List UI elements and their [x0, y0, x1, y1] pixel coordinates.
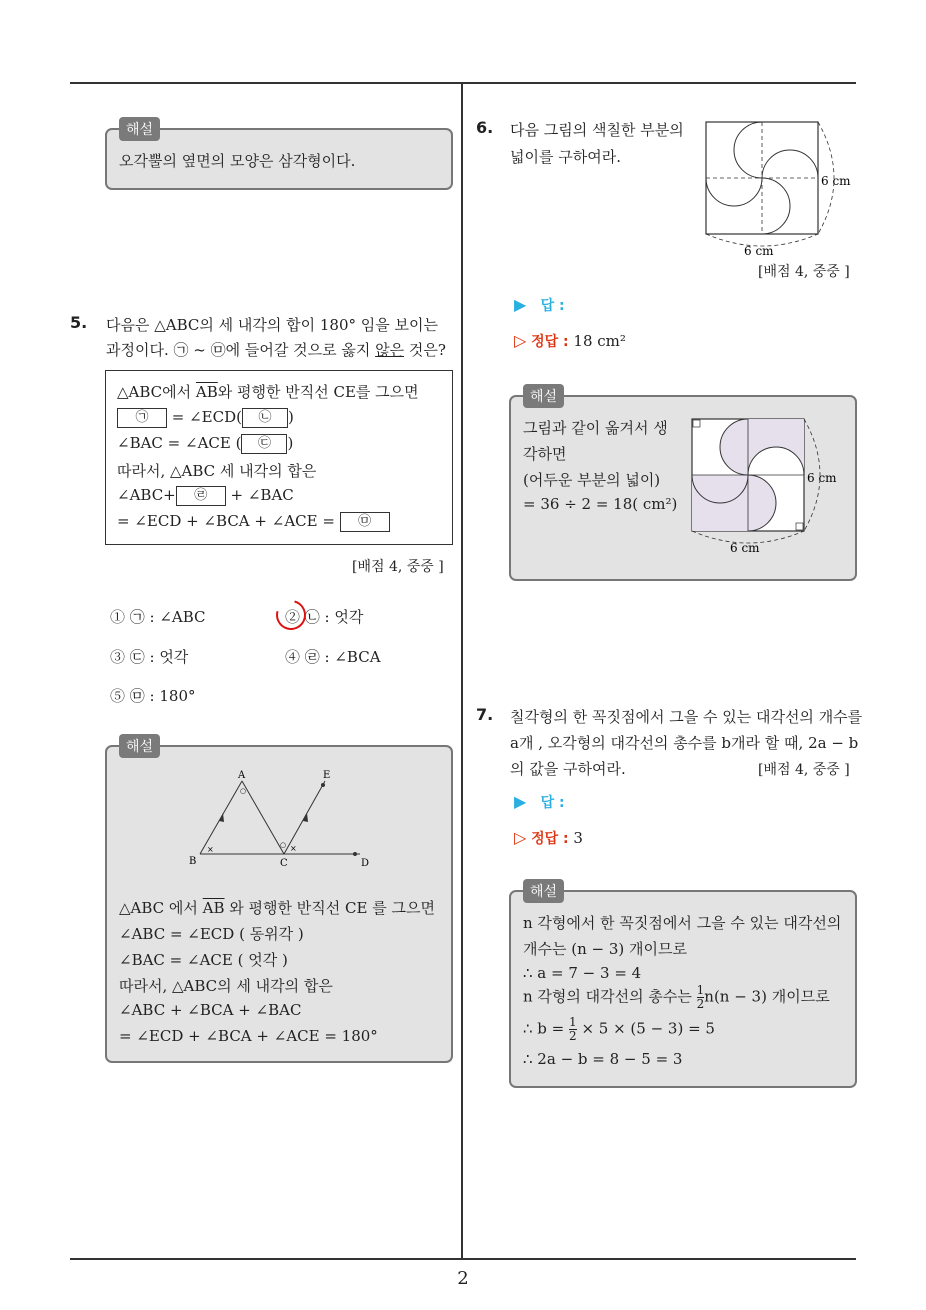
- q6-answer-line: ▶ 답 :: [514, 295, 565, 314]
- svg-text:○: ○: [240, 787, 247, 795]
- bottom-rule: [70, 1258, 856, 1260]
- sol6-fig-right-label: 6 cm: [807, 471, 837, 485]
- q7-line3: 의 값을 구하여라.: [510, 760, 626, 778]
- solution-box-7: [509, 890, 857, 1088]
- q6-fig-bottom-label: 6 cm: [744, 244, 774, 258]
- q6-line2: 넓이를 구하여라.: [510, 148, 621, 166]
- solution-box-6: [509, 395, 857, 581]
- sol7-line5: ∴ b = $\frac{1}{2}$ × 5 × (5 − 3) = 5: [523, 1015, 715, 1043]
- q5-choice-5[interactable]: ⑤ ㉤ : 180°: [110, 687, 196, 705]
- svg-text:×: ×: [207, 845, 214, 854]
- sol5-line3: ∠BAC = ∠ACE ( 엇각 ): [119, 951, 288, 969]
- proof-line5: ∠ABC+ ㉣ + ∠BAC: [117, 486, 294, 504]
- svg-text:×: ×: [290, 844, 297, 853]
- sol5-line6: = ∠ECD + ∠BCA + ∠ACE = 180°: [119, 1027, 378, 1045]
- svg-text:○: ○: [280, 841, 287, 849]
- sol6-figure: [686, 415, 851, 565]
- sol5-line4: 따라서, △ABC의 세 내각의 합은: [119, 977, 333, 995]
- top-rule: [70, 82, 856, 84]
- q6-figure: [700, 118, 860, 258]
- page-number: 2: [457, 1268, 469, 1289]
- sol7-line4: n 각형의 대각선의 총수는 $\frac{1}{2}$ n(n − 3) 개이므로: [523, 983, 830, 1011]
- label-b: B: [189, 856, 197, 867]
- selected-answer-circle: [271, 595, 312, 636]
- solution-box-5: [105, 745, 453, 1063]
- sol7-line3: ∴ a = 7 − 3 = 4: [523, 964, 642, 982]
- sol6-fig-bottom-label: 6 cm: [730, 541, 760, 555]
- q5-choice-4[interactable]: ④ ㉣ : ∠BCA: [285, 648, 381, 666]
- q5-line1: 다음은 △ABC의 세 내각의 합이 180° 임을 보이는: [106, 316, 439, 334]
- sol6-line3: (어두운 부분의 넓이): [523, 471, 661, 489]
- q7-correct-line: ▷ 정답 : 3: [514, 828, 583, 847]
- solution-tag: 해설: [523, 879, 564, 903]
- q5-proof-box: [105, 370, 453, 545]
- q6-line1: 다음 그림의 색칠한 부분의: [510, 121, 684, 139]
- q7-answer-line: ▶ 답 :: [514, 792, 565, 811]
- sol5-line5: ∠ABC + ∠BCA + ∠BAC: [119, 1001, 302, 1019]
- proof-line6: = ∠ECD + ∠BCA + ∠ACE = ㉤: [117, 512, 390, 532]
- label-d: D: [361, 858, 370, 869]
- label-c: C: [280, 858, 288, 869]
- sol6-line2: 각하면: [523, 445, 567, 463]
- question-number-6: 6.: [476, 118, 494, 137]
- sol5-line1: △ABC 에서 $\overline{AB}$ 와 평행한 반직선 CE 를 그으면: [119, 899, 435, 917]
- q6-correct-line: ▷ 정답 : 18 cm²: [514, 331, 626, 350]
- q5-choice-3[interactable]: ③ ㉢ : 엇각: [110, 648, 189, 666]
- proof-line3: ∠BAC = ∠ACE ( ㉢ ): [117, 434, 294, 452]
- solution-text: 오각뿔의 옆면의 모양은 삼각형이다.: [119, 152, 356, 170]
- q6-score: [배점 4, 중중 ]: [758, 264, 850, 280]
- q5-score: [배점 4, 중중 ]: [352, 559, 444, 575]
- q6-fig-right-label: 6 cm: [821, 174, 851, 188]
- solution-tag: 해설: [119, 734, 160, 758]
- q5-choice-1[interactable]: ① ㉠ : ∠ABC: [110, 608, 206, 626]
- q7-score: [배점 4, 중중 ]: [758, 762, 850, 778]
- q7-line2: a개 , 오각형의 대각선의 총수를 b개라 할 때, 2a − b: [510, 734, 859, 752]
- solution-tag: 해설: [119, 117, 160, 141]
- sol6-line1: 그림과 같이 옮겨서 생: [523, 419, 668, 437]
- q5-choice-2[interactable]: ② ㉡ : 엇각: [285, 608, 364, 626]
- solution-tag: 해설: [523, 384, 564, 408]
- q5-line2: 과정이다. ㉠ ~ ㉤에 들어갈 것으로 옳지 않은 것은?: [106, 341, 446, 359]
- sol5-line2: ∠ABC = ∠ECD ( 동위각 ): [119, 925, 304, 943]
- proof-line4: 따라서, △ABC 세 내각의 합은: [117, 462, 317, 480]
- sol7-line2: 개수는 (n − 3) 개이므로: [523, 940, 687, 958]
- sol7-line6: ∴ 2a − b = 8 − 5 = 3: [523, 1050, 683, 1068]
- column-divider: [461, 84, 463, 1260]
- sol7-line1: n 각형에서 한 꼭짓점에서 그을 수 있는 대각선의: [523, 914, 842, 932]
- q7-line1: 칠각형의 한 꼭짓점에서 그을 수 있는 대각선의 개수를: [510, 708, 863, 726]
- proof-line2: ㉠ = ∠ECD( ㉡ ): [117, 408, 294, 428]
- question-number-5: 5.: [70, 313, 88, 332]
- label-a: A: [238, 770, 246, 781]
- label-e: E: [323, 770, 331, 781]
- triangle-figure: [177, 769, 377, 869]
- question-number-7: 7.: [476, 705, 494, 724]
- proof-line1: △ABC에서 $\overline{AB}$와 평행한 반직선 CE를 그으면: [117, 383, 419, 401]
- sol6-line4: = 36 ÷ 2 = 18( cm²): [523, 495, 678, 513]
